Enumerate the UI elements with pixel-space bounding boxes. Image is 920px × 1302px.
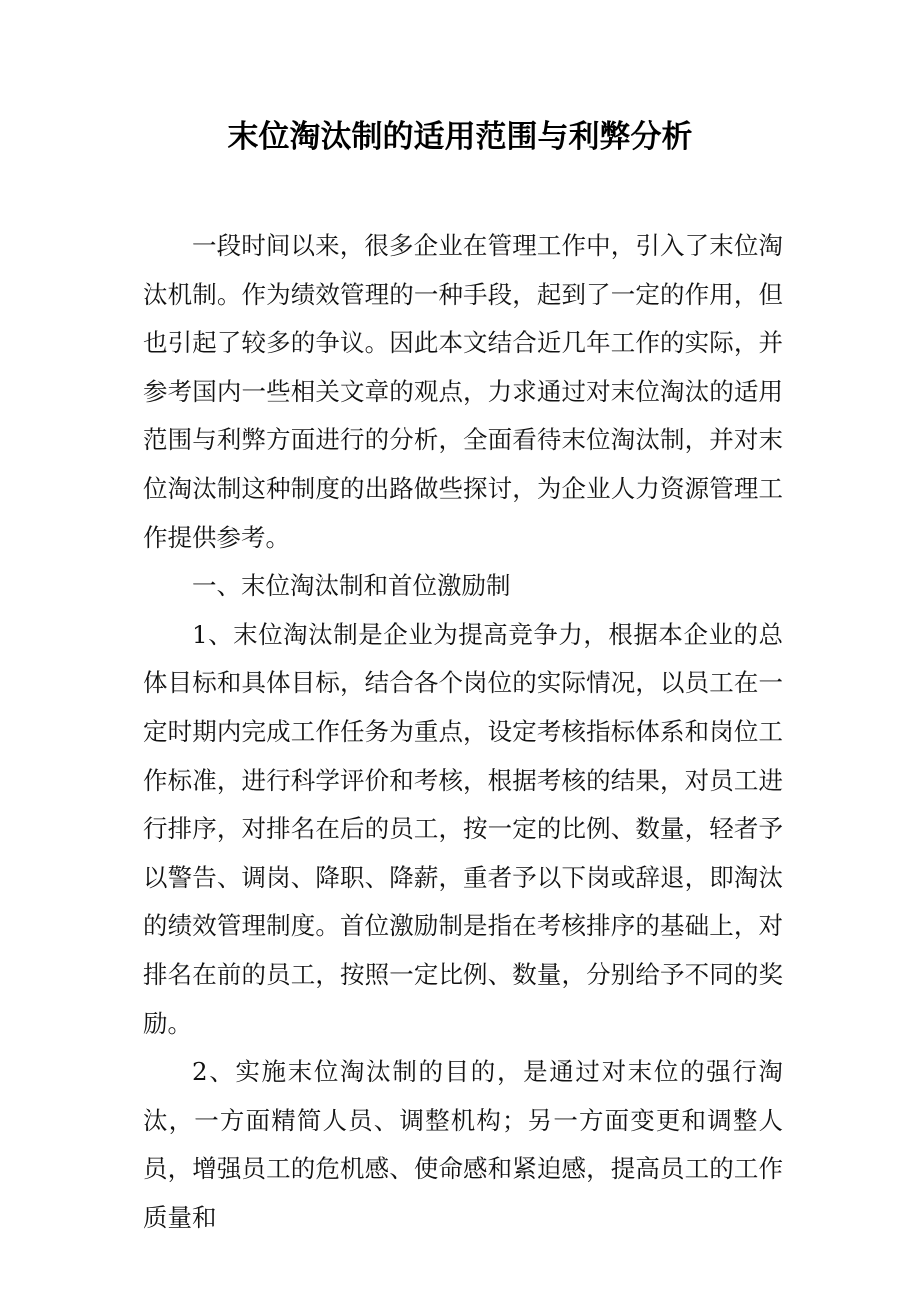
intro-paragraph: 一段时间以来，很多企业在管理工作中，引入了末位淘汰机制。作为绩效管理的一种手段，起到了一定的作用，但也引起了较多的争议。因此本文结合近几年工作的实际，并参考国内一些相关文章的观点，力求通过对末位淘汰的适用范围与利弊方面进行的分析，全面看待末位淘汰制，并对末位淘汰制这种制度的出路做些探讨，为企业人力资源管理工作提供参考。 [143, 231, 783, 552]
body-paragraph-1: 1、末位淘汰制是企业为提高竞争力，根据本企业的总体目标和具体目标，结合各个岗位的实际情况，以员工在一定时期内完成工作任务为重点，设定考核指标体系和岗位工作标准，进行科学评价和考核，根据考核的结果，对员工进行排序，对排名在后的员工，按一定的比例、数量，轻者予以警告、调岗、降职、降薪，重者予以下岗或辞退，即淘汰的绩效管理制度。首位激励制是指在考核排序的基础上，对排名在前的员工，按照一定比例、数量，分别给予不同的奖励。 [143, 619, 783, 1038]
body-paragraph-2: 2、实施末位淘汰制的目的，是通过对末位的强行淘汰，一方面精简人员、调整机构；另一方面变更和调整人员，增强员工的危机感、使命感和紧迫感，提高员工的工作质量和 [143, 1057, 783, 1232]
section-heading: 一、末位淘汰制和首位激励制 [192, 571, 511, 601]
document-title: 末位淘汰制的适用范围与利弊分析 [227, 119, 693, 155]
document-body [143, 222, 783, 1242]
